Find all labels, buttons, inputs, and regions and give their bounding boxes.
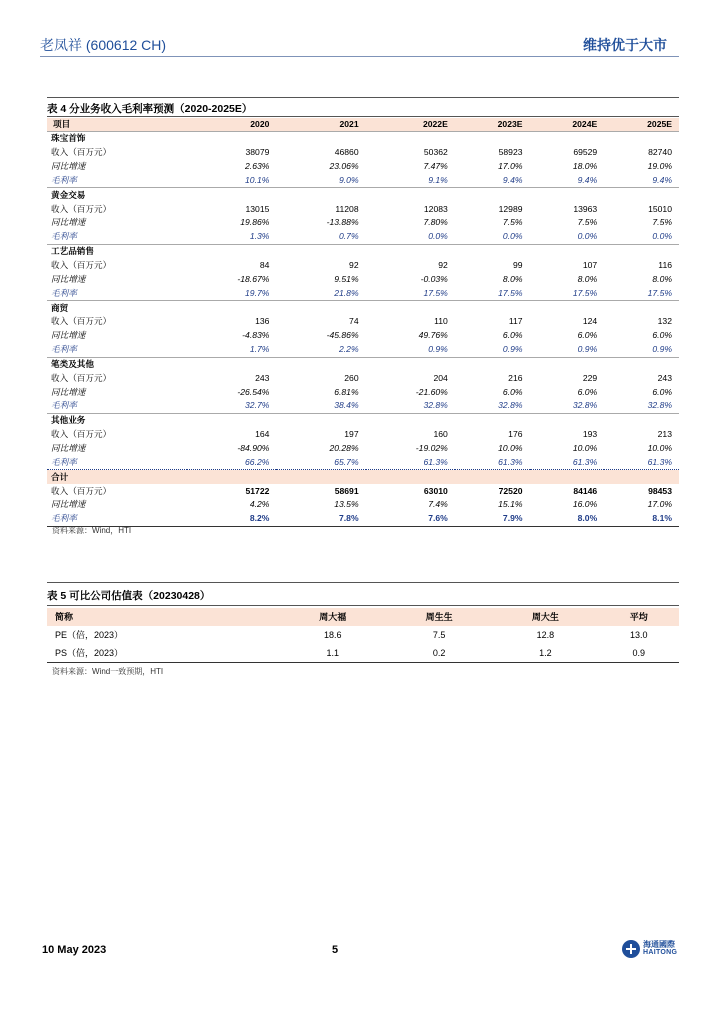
section-name: 笔类及其他 xyxy=(47,357,187,371)
gross-margin-row-label: 毛利率 xyxy=(47,230,187,244)
empty-cell xyxy=(530,244,605,258)
table-cell: 116 xyxy=(658,260,672,271)
empty-cell xyxy=(604,301,679,315)
empty-cell xyxy=(530,470,605,484)
table-cell: 65.7% xyxy=(276,455,365,469)
yoy-growth-row xyxy=(47,329,679,343)
table-cell: -18.67% xyxy=(237,273,270,284)
table-cell: 17.5% xyxy=(455,286,530,300)
table-cell: 7.6% xyxy=(366,512,455,526)
table-cell: 49.76% xyxy=(418,330,448,341)
table-cell: 7.5% xyxy=(577,217,598,228)
table5-source-note: 资料来源：Wind一致预期，HTI xyxy=(52,667,164,676)
table-cell: 6.0% xyxy=(502,386,523,397)
metric-label: PS（倍，2023） xyxy=(47,644,280,663)
table-cell: 82740 xyxy=(648,147,672,158)
revenue-row-label: 收入（百万元） xyxy=(51,485,112,496)
table-cell: 6.0% xyxy=(577,330,598,341)
section-name: 其他业务 xyxy=(47,413,187,427)
table-cell: 69529 xyxy=(573,147,598,158)
yoy-growth-row xyxy=(47,216,679,230)
table-cell: 204 xyxy=(433,372,448,383)
yoy-growth-row-label: 同比增速 xyxy=(51,161,86,172)
table-cell: 229 xyxy=(582,372,598,383)
valuation-row xyxy=(47,626,679,644)
table-cell: 19.7% xyxy=(187,286,276,300)
peer-valuation-table xyxy=(47,608,679,663)
table-cell: 193 xyxy=(582,429,598,440)
gross-margin-row-label: 毛利率 xyxy=(47,455,187,469)
table-cell: 0.0% xyxy=(366,230,455,244)
empty-cell xyxy=(276,301,365,315)
table-cell: 66.2% xyxy=(187,455,276,469)
yoy-growth-row-label: 同比增速 xyxy=(51,217,86,228)
table-cell: 84146 xyxy=(573,485,598,496)
column-header-item: 项目 xyxy=(47,118,187,132)
table-cell: 0.0% xyxy=(530,230,605,244)
table-cell: 13963 xyxy=(573,203,598,214)
table-cell: 6.81% xyxy=(334,386,359,397)
table-cell: 0.9% xyxy=(455,343,530,357)
table-cell: 124 xyxy=(582,316,598,327)
table-cell: 10.0% xyxy=(647,442,672,453)
table-cell: 1.1 xyxy=(280,644,386,663)
table-cell: 15.1% xyxy=(498,499,523,510)
table-cell: 13015 xyxy=(245,203,270,214)
table-header-row xyxy=(47,118,679,132)
yoy-growth-row-label: 同比增速 xyxy=(51,273,86,284)
empty-cell xyxy=(187,357,276,371)
table5-title: 表 5 可比公司估值表（20230428） xyxy=(47,590,211,602)
gross-margin-row-label: 毛利率 xyxy=(47,286,187,300)
table-cell: 9.4% xyxy=(530,174,605,188)
table-cell: 18.6 xyxy=(324,629,342,640)
table-cell: -0.03% xyxy=(420,273,448,284)
table5-header-row xyxy=(47,608,679,626)
yoy-growth-row-label: 同比增速 xyxy=(51,499,86,510)
table-cell: 176 xyxy=(508,429,523,440)
table-cell: 38079 xyxy=(245,147,270,158)
table-cell: 58691 xyxy=(334,485,359,496)
empty-cell xyxy=(366,301,455,315)
table-cell: 20.28% xyxy=(329,442,359,453)
section-name: 商贸 xyxy=(47,301,187,315)
table-cell: 6.0% xyxy=(577,386,598,397)
table-cell: 107 xyxy=(582,260,598,271)
empty-cell xyxy=(187,413,276,427)
table5-title-rule xyxy=(47,605,679,606)
section-name: 黄金交易 xyxy=(47,188,187,202)
revenue-row xyxy=(47,484,679,498)
segment-header-row xyxy=(47,357,679,371)
empty-cell xyxy=(455,413,530,427)
table-cell: 9.4% xyxy=(455,174,530,188)
yoy-growth-row xyxy=(47,385,679,399)
table-cell: 98453 xyxy=(648,485,672,496)
table-cell: 0.7% xyxy=(276,230,365,244)
table-cell: 10.1% xyxy=(187,174,276,188)
table-cell: 12989 xyxy=(498,203,523,214)
table4-source-note: 资料来源：Wind，HTI xyxy=(52,526,132,535)
empty-cell xyxy=(604,413,679,427)
empty-cell xyxy=(604,132,679,146)
table-cell: 38.4% xyxy=(276,399,365,413)
table-cell: 7.4% xyxy=(428,499,448,510)
revenue-row-label: 收入（百万元） xyxy=(51,203,112,214)
table-cell: 6.0% xyxy=(652,330,672,341)
table-cell: -26.54% xyxy=(237,386,270,397)
table-cell: 32.8% xyxy=(530,399,605,413)
yoy-growth-row xyxy=(47,272,679,286)
table-cell: 13.5% xyxy=(334,499,359,510)
table-cell: 17.0% xyxy=(647,499,672,510)
segment-header-row xyxy=(47,132,679,146)
table-cell: 164 xyxy=(255,429,270,440)
table-cell: 19.0% xyxy=(647,161,672,172)
empty-cell xyxy=(604,188,679,202)
table-cell: 8.0% xyxy=(530,512,605,526)
column-header-year: 2023E xyxy=(455,118,530,132)
table4-title: 表 4 分业务收入毛利率预测（2020-2025E） xyxy=(47,103,253,115)
valuation-row xyxy=(47,644,679,663)
column-header-year: 2021 xyxy=(276,118,365,132)
empty-cell xyxy=(276,188,365,202)
total-header-row xyxy=(47,470,679,484)
table-cell: 1.2 xyxy=(492,644,598,663)
table-cell: 10.0% xyxy=(572,442,598,453)
table-cell: 18.0% xyxy=(572,161,598,172)
column-header-year: 2025E xyxy=(604,118,679,132)
revenue-row xyxy=(47,202,679,216)
column-header: 周生生 xyxy=(386,608,492,626)
header-ticker: 老凤祥 (600612 CH) xyxy=(40,37,167,53)
empty-cell xyxy=(530,413,605,427)
table-cell: 1.3% xyxy=(187,230,276,244)
column-header: 平均 xyxy=(599,608,679,626)
table-cell: 136 xyxy=(255,316,270,327)
table-cell: 92 xyxy=(438,260,448,271)
table-cell: -45.86% xyxy=(326,330,359,341)
empty-cell xyxy=(366,244,455,258)
empty-cell xyxy=(530,301,605,315)
empty-cell xyxy=(187,301,276,315)
table-cell: 12.8 xyxy=(536,629,555,640)
empty-cell xyxy=(276,470,365,484)
table-cell: 58923 xyxy=(498,147,523,158)
table-cell: 160 xyxy=(433,429,448,440)
empty-cell xyxy=(530,132,605,146)
empty-cell xyxy=(187,244,276,258)
table-cell: 2.63% xyxy=(245,161,270,172)
table-cell: 19.86% xyxy=(240,217,270,228)
header-divider xyxy=(40,56,679,57)
table-cell: 0.9 xyxy=(599,644,679,663)
footer-date: 10 May 2023 xyxy=(42,944,107,956)
yoy-growth-row-label: 同比增速 xyxy=(51,330,86,341)
table-cell: 4.2% xyxy=(249,499,270,510)
table-cell: 32.8% xyxy=(604,399,679,413)
table-cell: 23.06% xyxy=(329,161,359,172)
table-cell: 74 xyxy=(349,316,359,327)
table-cell: -21.60% xyxy=(415,386,448,397)
gross-margin-row xyxy=(47,343,679,357)
gross-margin-row-label: 毛利率 xyxy=(47,399,187,413)
table-cell: 11208 xyxy=(335,203,359,214)
revenue-row-label: 收入（百万元） xyxy=(51,372,112,383)
empty-cell xyxy=(276,357,365,371)
table-cell: 50362 xyxy=(423,147,448,158)
empty-cell xyxy=(366,188,455,202)
table4-top-rule xyxy=(47,97,679,98)
table-cell: 8.1% xyxy=(604,512,679,526)
gross-margin-row-label: 毛利率 xyxy=(47,512,187,526)
empty-cell xyxy=(604,244,679,258)
table-cell: 7.5% xyxy=(652,217,672,228)
haitong-logo xyxy=(622,938,682,962)
table-cell: 132 xyxy=(657,316,672,327)
table-cell: -13.88% xyxy=(326,217,359,228)
table-cell: 6.0% xyxy=(652,386,672,397)
table-cell: 7.9% xyxy=(455,512,530,526)
table-cell: 84 xyxy=(259,260,270,271)
table-cell: 61.3% xyxy=(530,455,605,469)
table-cell: 12083 xyxy=(423,203,448,214)
table-cell: 8.2% xyxy=(187,512,276,526)
table-cell: -19.02% xyxy=(415,442,448,453)
table-cell: 72520 xyxy=(498,485,523,496)
table-cell: 1.7% xyxy=(187,343,276,357)
empty-cell xyxy=(455,188,530,202)
segment-header-row xyxy=(47,244,679,258)
revenue-row-label: 收入（百万元） xyxy=(51,316,112,327)
metric-label: PE（倍，2023） xyxy=(55,629,124,640)
empty-cell xyxy=(187,132,276,146)
segment-header-row xyxy=(47,188,679,202)
table-cell: 117 xyxy=(508,316,523,327)
revenue-row-label: 收入（百万元） xyxy=(51,260,112,271)
yoy-growth-row xyxy=(47,160,679,174)
table-cell: 16.0% xyxy=(572,499,598,510)
haitong-logo-icon xyxy=(622,940,640,958)
empty-cell xyxy=(366,413,455,427)
table-cell: 17.5% xyxy=(366,286,455,300)
gross-margin-row xyxy=(47,230,679,244)
revenue-row xyxy=(47,259,679,273)
table-cell: 61.3% xyxy=(455,455,530,469)
revenue-row xyxy=(47,315,679,329)
table-cell: 8.0% xyxy=(577,273,598,284)
gross-margin-row xyxy=(47,174,679,188)
column-header: 周大生 xyxy=(492,608,598,626)
revenue-row xyxy=(47,428,679,442)
table-cell: 32.8% xyxy=(366,399,455,413)
table-cell: 46860 xyxy=(334,147,359,158)
table5-top-rule xyxy=(47,582,679,583)
segment-header-row xyxy=(47,413,679,427)
revenue-row-label: 收入（百万元） xyxy=(51,147,112,158)
table-cell: 7.8% xyxy=(276,512,365,526)
revenue-row-label: 收入（百万元） xyxy=(51,429,112,440)
empty-cell xyxy=(455,132,530,146)
table-cell: -4.83% xyxy=(242,330,270,341)
table-cell: 61.3% xyxy=(604,455,679,469)
table-cell: 0.9% xyxy=(604,343,679,357)
empty-cell xyxy=(366,132,455,146)
table-cell: 15010 xyxy=(648,203,672,214)
table-cell: 0.9% xyxy=(530,343,605,357)
empty-cell xyxy=(276,413,365,427)
empty-cell xyxy=(187,188,276,202)
empty-cell xyxy=(276,132,365,146)
yoy-growth-row-label: 同比增速 xyxy=(51,386,86,397)
table4-title-rule xyxy=(47,116,679,117)
revenue-row xyxy=(47,146,679,160)
table-cell: 9.4% xyxy=(604,174,679,188)
empty-cell xyxy=(604,357,679,371)
gross-margin-row-label: 毛利率 xyxy=(47,343,187,357)
table-cell: 110 xyxy=(434,316,448,327)
table-cell: 7.47% xyxy=(423,161,448,172)
gross-margin-row-label: 毛利率 xyxy=(47,174,187,188)
empty-cell xyxy=(530,188,605,202)
table-cell: 17.0% xyxy=(498,161,523,172)
column-header-year: 2024E xyxy=(530,118,605,132)
table-cell: 2.2% xyxy=(276,343,365,357)
table-cell: 51722 xyxy=(245,485,270,496)
table-cell: 216 xyxy=(508,372,523,383)
yoy-growth-row-label: 同比增速 xyxy=(51,442,86,453)
table-cell: 17.5% xyxy=(604,286,679,300)
table-cell: 92 xyxy=(349,260,359,271)
table-cell: 0.0% xyxy=(455,230,530,244)
empty-cell xyxy=(604,470,679,484)
table-cell: 243 xyxy=(255,372,270,383)
logo-en-text: HAITONG xyxy=(643,949,678,956)
table-cell: 99 xyxy=(512,260,523,271)
table-cell: 10.0% xyxy=(498,442,523,453)
revenue-row xyxy=(47,371,679,385)
table-cell: 21.8% xyxy=(276,286,365,300)
empty-cell xyxy=(530,357,605,371)
table-cell: 61.3% xyxy=(366,455,455,469)
table-cell: 260 xyxy=(344,372,359,383)
column-header-year: 2022E xyxy=(366,118,455,132)
revenue-margin-forecast-table xyxy=(47,118,679,527)
gross-margin-row xyxy=(47,455,679,469)
yoy-growth-row xyxy=(47,442,679,456)
table-cell: 9.0% xyxy=(276,174,365,188)
table-cell: 9.1% xyxy=(366,174,455,188)
section-name: 工艺品销售 xyxy=(47,244,187,258)
header-rating: 维持优于大市 xyxy=(583,37,667,53)
empty-cell xyxy=(366,357,455,371)
table-cell: 8.0% xyxy=(652,273,672,284)
table-cell: 0.9% xyxy=(366,343,455,357)
empty-cell xyxy=(455,357,530,371)
table-cell: -84.90% xyxy=(237,442,270,453)
logo-cn-text: 海通國際 xyxy=(643,940,675,949)
table-cell: 17.5% xyxy=(530,286,605,300)
table-cell: 13.0 xyxy=(629,629,648,640)
gross-margin-row xyxy=(47,399,679,413)
column-header: 简称 xyxy=(47,608,280,626)
table-cell: 243 xyxy=(657,372,672,383)
table-cell: 7.80% xyxy=(423,217,448,228)
table-cell: 7.5% xyxy=(502,217,523,228)
section-name: 合计 xyxy=(47,470,187,484)
table-cell: 197 xyxy=(344,429,359,440)
table-cell: 0.2 xyxy=(386,644,492,663)
empty-cell xyxy=(276,244,365,258)
column-header: 周大福 xyxy=(280,608,386,626)
gross-margin-row xyxy=(47,286,679,300)
empty-cell xyxy=(455,470,530,484)
table-cell: 63010 xyxy=(423,485,448,496)
table-cell: 213 xyxy=(657,429,672,440)
table-cell: 9.51% xyxy=(334,273,359,284)
empty-cell xyxy=(455,301,530,315)
table-cell: 7.5 xyxy=(432,629,446,640)
empty-cell xyxy=(366,470,455,484)
table-cell: 0.0% xyxy=(604,230,679,244)
yoy-growth-row xyxy=(47,498,679,512)
table-cell: 8.0% xyxy=(502,273,523,284)
section-name: 珠宝首饰 xyxy=(47,132,187,146)
segment-header-row xyxy=(47,301,679,315)
column-header-year: 2020 xyxy=(187,118,276,132)
gross-margin-row xyxy=(47,512,679,526)
table-cell: 32.8% xyxy=(455,399,530,413)
table-cell: 32.7% xyxy=(187,399,276,413)
empty-cell xyxy=(455,244,530,258)
empty-cell xyxy=(187,470,276,484)
page-number: 5 xyxy=(332,944,339,956)
table-cell: 6.0% xyxy=(502,330,523,341)
